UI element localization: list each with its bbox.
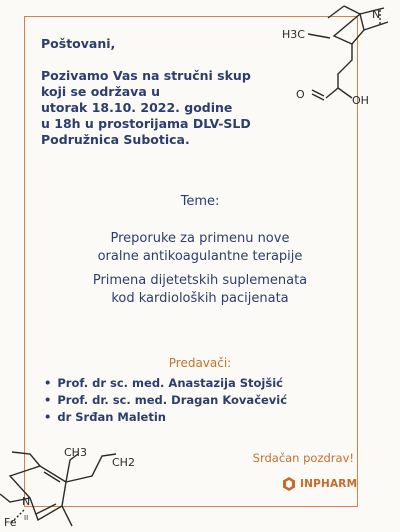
salutation: Poštovani,	[41, 36, 116, 51]
greeting-line: koji se održava u	[41, 84, 161, 99]
oxygen-label: O	[296, 88, 305, 101]
speakers-list	[44, 375, 344, 426]
topic-line: oralne antikoagulantne terapije	[97, 249, 303, 264]
closing-text: Srdačan pozdrav!	[252, 451, 354, 465]
molecule-bottom-illustration	[0, 434, 140, 532]
speakers-heading: Predavači:	[168, 356, 232, 370]
iron-charge-label: II	[24, 514, 29, 522]
nitrogen-label: N	[372, 8, 381, 21]
methyl-label: H3C	[282, 28, 305, 41]
speaker-item: • dr Srđan Maletin	[44, 409, 344, 426]
topic-item	[40, 272, 360, 308]
methyl-bottom-label: CH3	[64, 446, 87, 459]
topic-item	[40, 230, 360, 266]
nitrogen-bottom-label: N	[22, 495, 31, 508]
greeting-line: Podružnica Subotica.	[41, 132, 190, 147]
logo-text: INPHARM	[300, 478, 358, 490]
hydroxyl-label: OH	[352, 94, 369, 107]
inpharm-logo	[281, 476, 357, 492]
speaker-item: • Prof. dr sc. med. Anastazija Stojšić	[44, 375, 344, 392]
vinyl-label: CH2	[112, 456, 135, 469]
greeting-block	[41, 36, 301, 148]
hexagon-logo-icon	[281, 476, 297, 492]
greeting-line: utorak 18.10. 2022. godine	[41, 100, 233, 115]
speaker-item: • Prof. dr. sc. med. Dragan Kovačević	[44, 392, 344, 409]
greeting-line: u 18h u prostorijama DLV-SLD	[41, 116, 251, 131]
greeting-line: Pozivamo Vas na stručni skup	[41, 68, 251, 83]
topics-heading: Teme:	[180, 194, 220, 209]
topic-line: Preporuke za primenu nove	[110, 231, 290, 246]
iron-label: Fe	[4, 516, 17, 529]
topic-line: kod kardioloških pacijenata	[111, 291, 289, 306]
topic-line: Primena dijetetskih suplemenata	[92, 273, 308, 288]
